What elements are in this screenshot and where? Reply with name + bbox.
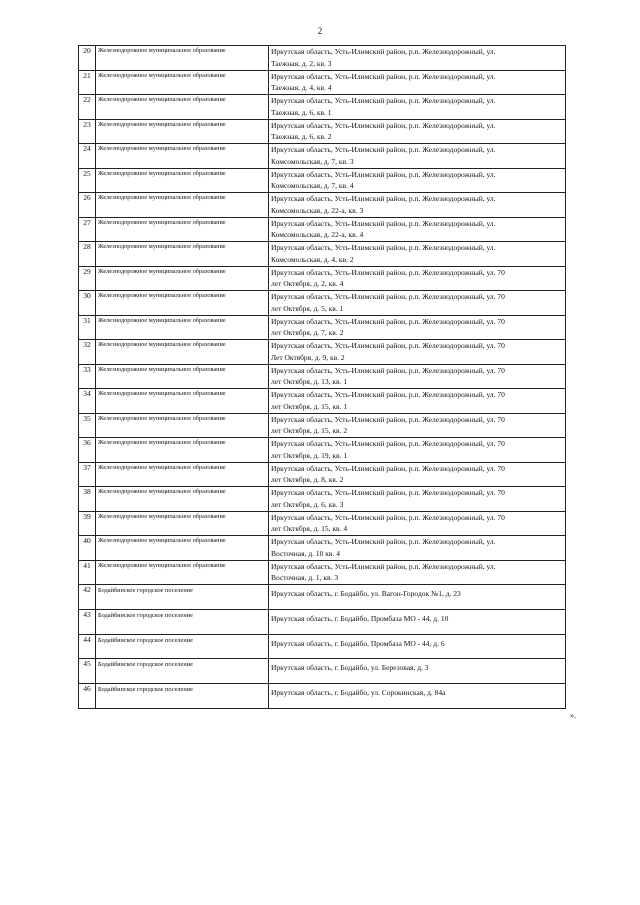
row-number: 43 bbox=[79, 609, 96, 634]
row-number: 46 bbox=[79, 684, 96, 709]
address-cell bbox=[269, 462, 566, 487]
address-cell bbox=[269, 487, 566, 512]
table-row bbox=[79, 389, 566, 414]
row-number: 38 bbox=[79, 487, 96, 512]
table-row bbox=[79, 193, 566, 218]
table-row bbox=[79, 266, 566, 291]
table-row bbox=[79, 168, 566, 193]
row-number: 25 bbox=[79, 168, 96, 193]
municipality-name: Железнодорожное муниципальное образование bbox=[96, 511, 269, 536]
address-line-1: Иркутская область, Усть-Илимский район, р.п. Железнодорожный, ул. 70 bbox=[271, 439, 505, 448]
address-line-1: Иркутская область, Усть-Илимский район, р.п. Железнодорожный, ул. bbox=[271, 120, 496, 130]
row-number: 45 bbox=[79, 659, 96, 684]
address-line-1: Иркутская область, Усть-Илимский район, р.п. Железнодорожный, ул. bbox=[271, 145, 496, 154]
address-cell bbox=[269, 609, 566, 634]
municipality-name: Железнодорожное муниципальное образование bbox=[96, 340, 269, 365]
row-number: 33 bbox=[79, 364, 96, 389]
address-line-1: Иркутская область, Усть-Илимский район, р.п. Железнодорожный, ул. bbox=[271, 243, 496, 252]
municipality-name: Железнодорожное муниципальное образование bbox=[96, 389, 269, 414]
row-number: 21 bbox=[79, 70, 96, 95]
address-line-1: Иркутская область, Усть-Илимский район, р.п. Железнодорожный, ул. 70 bbox=[271, 488, 505, 497]
address-line-1: Иркутская область, Усть-Илимский район, р.п. Железнодорожный, ул. bbox=[271, 194, 496, 203]
municipality-name: Железнодорожное муниципальное образование bbox=[96, 291, 269, 316]
row-number: 20 bbox=[79, 46, 96, 71]
table-row bbox=[79, 315, 566, 340]
municipality-name: Бодайбинское городское поселение bbox=[96, 585, 269, 610]
municipality-name: Железнодорожное муниципальное образование bbox=[96, 438, 269, 463]
municipality-name: Железнодорожное муниципальное образование bbox=[96, 144, 269, 169]
municipality-name: Железнодорожное муниципальное образование bbox=[96, 168, 269, 193]
address-line-2: лет Октября, д. 13, кв. 1 bbox=[271, 377, 348, 386]
address-line-2: лет Октября, д. 6, кв. 3 bbox=[271, 499, 344, 509]
municipality-name: Железнодорожное муниципальное образование bbox=[96, 560, 269, 585]
page-number: 2 bbox=[317, 26, 323, 36]
table-row bbox=[79, 413, 566, 438]
address-line-1: Иркутская область, Усть-Илимский район, р.п. Железнодорожный, ул. bbox=[271, 537, 496, 546]
address-line-1: Иркутская область, Усть-Илимский район, р.п. Железнодорожный, ул. bbox=[271, 169, 496, 179]
table-row bbox=[79, 340, 566, 365]
table-row bbox=[79, 684, 566, 709]
address-line-2: лет Октября, д. 15, кв. 2 bbox=[271, 426, 348, 435]
address-cell bbox=[269, 413, 566, 438]
municipality-name: Железнодорожное муниципальное образование bbox=[96, 95, 269, 120]
municipality-name: Железнодорожное муниципальное образование bbox=[96, 364, 269, 389]
address-line-2: Таежная, д. 6, кв. 1 bbox=[271, 107, 332, 117]
table-row bbox=[79, 659, 566, 684]
address-line-1: Иркутская область, Усть-Илимский район, р.п. Железнодорожный, ул. 70 bbox=[271, 414, 505, 424]
table-row bbox=[79, 438, 566, 463]
row-number: 44 bbox=[79, 634, 96, 659]
address-line-2: Таежная, д. 6, кв. 2 bbox=[271, 132, 332, 141]
table-row bbox=[79, 46, 566, 71]
property-registry-table bbox=[78, 45, 566, 709]
address-line-2: Комсомольская, д. 22-а, кв. 4 bbox=[271, 230, 364, 239]
address-line-1: Иркутская область, Усть-Илимский район, р.п. Железнодорожный, ул. 70 bbox=[271, 463, 505, 473]
address-line-2: Лет Октября, д. 9, кв. 2 bbox=[271, 352, 345, 362]
address-line-2: лет Октября, д. 5, кв. 1 bbox=[271, 303, 344, 313]
address-line-1: Иркутская область, г. Бодайбо, ул. Сорокинская, д. 84а bbox=[271, 688, 446, 698]
row-number: 26 bbox=[79, 193, 96, 218]
table-row bbox=[79, 609, 566, 634]
address-line-1: Иркутская область, Усть-Илимский район, р.п. Железнодорожный, ул. 70 bbox=[271, 292, 505, 301]
table-row bbox=[79, 511, 566, 536]
municipality-name: Железнодорожное муниципальное образование bbox=[96, 536, 269, 561]
address-line-1: Иркутская область, Усть-Илимский район, р.п. Железнодорожный, ул. bbox=[271, 218, 496, 228]
address-line-2: лет Октября, д. 2, кв. 4 bbox=[271, 279, 344, 288]
address-cell bbox=[269, 315, 566, 340]
table-row bbox=[79, 462, 566, 487]
municipality-name: Железнодорожное муниципальное образование bbox=[96, 266, 269, 291]
address-cell bbox=[269, 217, 566, 242]
address-cell bbox=[269, 119, 566, 144]
address-line-1: Иркутская область, Усть-Илимский район, р.п. Железнодорожный, ул. bbox=[271, 47, 496, 56]
address-line-2: лет Октября, д. 7, кв. 2 bbox=[271, 328, 344, 337]
row-number: 23 bbox=[79, 119, 96, 144]
row-number: 37 bbox=[79, 462, 96, 487]
table-row bbox=[79, 242, 566, 267]
address-line-2: Комсомольская, д. 7, кв. 3 bbox=[271, 156, 354, 166]
row-number: 36 bbox=[79, 438, 96, 463]
municipality-name: Бодайбинское городское поселение bbox=[96, 684, 269, 709]
address-line-2: Комсомольская, д. 7, кв. 4 bbox=[271, 181, 354, 190]
address-cell bbox=[269, 70, 566, 95]
closing-quote-mark: ». bbox=[570, 711, 576, 720]
municipality-name: Железнодорожное муниципальное образование bbox=[96, 46, 269, 71]
address-cell bbox=[269, 634, 566, 659]
address-cell bbox=[269, 95, 566, 120]
table-row bbox=[79, 585, 566, 610]
address-line-1: Иркутская область, Усть-Илимский район, р.п. Железнодорожный, ул. 70 bbox=[271, 316, 505, 326]
address-cell bbox=[269, 438, 566, 463]
municipality-name: Железнодорожное муниципальное образование bbox=[96, 487, 269, 512]
table-row bbox=[79, 487, 566, 512]
registry-body bbox=[79, 46, 566, 709]
address-line-1: Иркутская область, Усть-Илимский район, р.п. Железнодорожный, ул. 70 bbox=[271, 365, 505, 375]
address-cell bbox=[269, 266, 566, 291]
address-line-1: Иркутская область, г. Бодайбо, ул. Березовая, д. 3 bbox=[271, 663, 429, 673]
address-cell bbox=[269, 242, 566, 267]
table-row bbox=[79, 634, 566, 659]
address-cell bbox=[269, 585, 566, 610]
row-number: 42 bbox=[79, 585, 96, 610]
address-line-1: Иркутская область, г. Бодайбо, Промбаза МО - 44, д. 6 bbox=[271, 638, 445, 648]
municipality-name: Бодайбинское городское поселение bbox=[96, 609, 269, 634]
row-number: 29 bbox=[79, 266, 96, 291]
row-number: 35 bbox=[79, 413, 96, 438]
address-cell bbox=[269, 560, 566, 585]
address-cell bbox=[269, 389, 566, 414]
address-line-1: Иркутская область, Усть-Илимский район, р.п. Железнодорожный, ул. bbox=[271, 71, 496, 81]
address-cell bbox=[269, 684, 566, 709]
table-row bbox=[79, 364, 566, 389]
address-cell bbox=[269, 291, 566, 316]
municipality-name: Железнодорожное муниципальное образование bbox=[96, 315, 269, 340]
address-cell bbox=[269, 511, 566, 536]
municipality-name: Бодайбинское городское поселение bbox=[96, 634, 269, 659]
table-row bbox=[79, 291, 566, 316]
address-line-2: Восточная, д. 10 кв. 4 bbox=[271, 548, 340, 558]
address-cell bbox=[269, 168, 566, 193]
row-number: 40 bbox=[79, 536, 96, 561]
municipality-name: Железнодорожное муниципальное образование bbox=[96, 119, 269, 144]
municipality-name: Железнодорожное муниципальное образование bbox=[96, 193, 269, 218]
row-number: 22 bbox=[79, 95, 96, 120]
address-line-2: лет Октября, д. 15, кв. 4 bbox=[271, 524, 348, 533]
address-cell bbox=[269, 144, 566, 169]
table-row bbox=[79, 560, 566, 585]
address-line-1: Иркутская область, Усть-Илимский район, р.п. Железнодорожный, ул. 70 bbox=[271, 341, 505, 350]
address-line-2: лет Октября, д. 8, кв. 2 bbox=[271, 475, 344, 484]
municipality-name: Железнодорожное муниципальное образование bbox=[96, 242, 269, 267]
table-row bbox=[79, 95, 566, 120]
address-line-2: Восточная, д. 1, кв. 3 bbox=[271, 573, 339, 582]
address-cell bbox=[269, 659, 566, 684]
municipality-name: Железнодорожное муниципальное образование bbox=[96, 217, 269, 242]
address-cell bbox=[269, 46, 566, 71]
address-line-1: Иркутская область, г. Бодайбо, ул. Вагон-Городок №1, д. 23 bbox=[271, 589, 461, 598]
row-number: 28 bbox=[79, 242, 96, 267]
address-cell bbox=[269, 193, 566, 218]
address-line-1: Иркутская область, Усть-Илимский район, р.п. Железнодорожный, ул. 70 bbox=[271, 512, 505, 522]
table-row bbox=[79, 119, 566, 144]
address-cell bbox=[269, 340, 566, 365]
address-line-2: Комсомольская, д. 22-а, кв. 3 bbox=[271, 205, 364, 215]
address-line-2: Комсомольская, д. 4, кв. 2 bbox=[271, 254, 354, 264]
row-number: 24 bbox=[79, 144, 96, 169]
row-number: 27 bbox=[79, 217, 96, 242]
address-line-2: лет Октября, д. 15, кв. 1 bbox=[271, 401, 348, 411]
address-line-2: Таежная, д. 4, кв. 4 bbox=[271, 83, 332, 92]
row-number: 34 bbox=[79, 389, 96, 414]
table-row bbox=[79, 144, 566, 169]
row-number: 39 bbox=[79, 511, 96, 536]
table-row bbox=[79, 536, 566, 561]
address-cell bbox=[269, 364, 566, 389]
address-line-2: Таежная, д. 2, кв. 3 bbox=[271, 58, 332, 68]
municipality-name: Железнодорожное муниципальное образование bbox=[96, 413, 269, 438]
address-line-1: Иркутская область, г. Бодайбо, Промбаза МО - 44, д. 10 bbox=[271, 613, 449, 623]
address-line-1: Иркутская область, Усть-Илимский район, р.п. Железнодорожный, ул. bbox=[271, 561, 496, 571]
address-line-1: Иркутская область, Усть-Илимский район, р.п. Железнодорожный, ул. 70 bbox=[271, 267, 505, 277]
row-number: 32 bbox=[79, 340, 96, 365]
address-line-1: Иркутская область, Усть-Илимский район, р.п. Железнодорожный, ул. bbox=[271, 96, 496, 105]
address-cell bbox=[269, 536, 566, 561]
row-number: 41 bbox=[79, 560, 96, 585]
row-number: 31 bbox=[79, 315, 96, 340]
row-number: 30 bbox=[79, 291, 96, 316]
address-line-2: лет Октября, д. 19, кв. 1 bbox=[271, 450, 348, 460]
address-line-1: Иркутская область, Усть-Илимский район, р.п. Железнодорожный, ул. 70 bbox=[271, 390, 505, 399]
municipality-name: Бодайбинское городское поселение bbox=[96, 659, 269, 684]
table-row bbox=[79, 70, 566, 95]
table-row bbox=[79, 217, 566, 242]
municipality-name: Железнодорожное муниципальное образование bbox=[96, 70, 269, 95]
municipality-name: Железнодорожное муниципальное образование bbox=[96, 462, 269, 487]
